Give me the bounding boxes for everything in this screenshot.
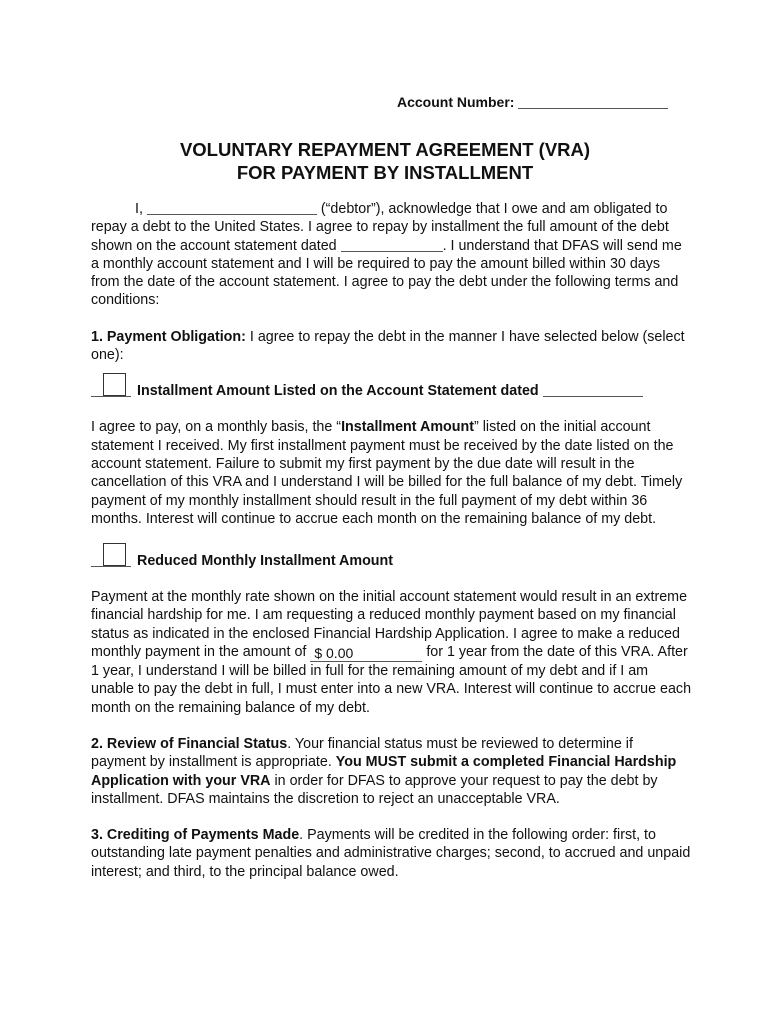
- option-1-text-a: I agree to pay, on a monthly basis, the “: [91, 419, 342, 436]
- section-2-bold: You MUST submit a completed Financial Hardship Application with your VRA: [91, 754, 677, 789]
- section-3-heading: 3. Crediting of Payments Made: [91, 827, 300, 844]
- title-line-1: VOLUNTARY REPAYMENT AGREEMENT (VRA): [179, 139, 591, 160]
- section-2-heading: 2. Review of Financial Status: [91, 735, 288, 752]
- title-line-2: FOR PAYMENT BY INSTALLMENT: [236, 162, 534, 183]
- document-body: [91, 200, 691, 881]
- option-2-text-a: Payment at the monthly rate shown on the initial account statement would result in an extreme financial hardship for me. I am requesting a reduced monthly payment based on my financial status as indicated in the enclosed Financial Hardship Application. I agree to make a reduced monthly payment in the amount of: [91, 589, 688, 661]
- option-1-checkbox[interactable]: [103, 373, 126, 396]
- account-number-field[interactable]: [518, 94, 668, 109]
- section-1: [91, 328, 691, 365]
- statement-date-field[interactable]: [341, 237, 443, 252]
- intro-text-b: (“debtor”), acknowledge that I owe and am obligated to repay a debt to the United States. I agree to repay by installment the full amount of the debt shown on the account statement dated: [91, 201, 669, 254]
- option-1-paragraph: [91, 418, 691, 528]
- intro-text-a: I,: [135, 201, 147, 217]
- intro-text-c: . I understand that DFAS will send me a monthly account statement and I will be required to pay the amount billed within 30 days from the date of the account statement. I agree to pay the debt under the following terms and conditions:: [91, 237, 682, 309]
- intro-paragraph: [91, 200, 691, 310]
- section-1-heading: 1. Payment Obligation:: [91, 328, 246, 345]
- document-title: [0, 138, 770, 184]
- option-2-text-b: for 1 year from the date of this VRA. After 1 year, I understand I will be billed in full for the remaining amount of my debt and if I am unable to pay the debt in full, I must enter into a new VRA. Interest will continue to accrue each month on the remaining balance of my debt.: [91, 644, 692, 716]
- account-number-row: [397, 94, 668, 110]
- section-3: [91, 826, 691, 881]
- option-2-checkbox[interactable]: [103, 543, 126, 566]
- option-1-bold: Installment Amount: [341, 419, 474, 436]
- option-1-text-b: ” listed on the initial account statement I received. My first installment payment must be received by the date listed on the account statement. Failure to submit my first payment by the due date will result in the cancellation of this VRA and I understand I will be billed for the full balance of my debt. Timely payment of my monthly installment should result in the full payment of my debt within 36 months. Interest will continue to accrue each month on the remaining balance of my debt.: [91, 419, 683, 527]
- account-number-label: Account Number:: [397, 94, 515, 110]
- debtor-name-field[interactable]: [147, 200, 317, 215]
- section-2-text-b: in order for DFAS to approve your request to pay the debt by installment. DFAS maintains the discretion to reject an unacceptable VRA.: [91, 772, 658, 807]
- section-3-text: . Payments will be credited in the following order: first, to outstanding late payment penalties and administrative charges; second, to accrued and unpaid interest; and third, to the principal balance owed.: [91, 827, 691, 880]
- reduced-amount-field[interactable]: $ 0.00: [310, 646, 422, 662]
- option-2-row: [91, 552, 691, 576]
- option-1-label: Installment Amount Listed on the Account Statement dated: [137, 383, 539, 400]
- option-1-row: [91, 382, 691, 406]
- section-2: [91, 735, 691, 808]
- option-2-paragraph: [91, 588, 691, 717]
- option-2-label: Reduced Monthly Installment Amount: [137, 553, 394, 570]
- section-2-text-a: . Your financial status must be reviewed to determine if payment by installment is appropriate.: [91, 735, 633, 771]
- option-1-date-field[interactable]: [543, 382, 643, 397]
- section-1-text: I agree to repay the debt in the manner I have selected below (select one):: [91, 328, 685, 364]
